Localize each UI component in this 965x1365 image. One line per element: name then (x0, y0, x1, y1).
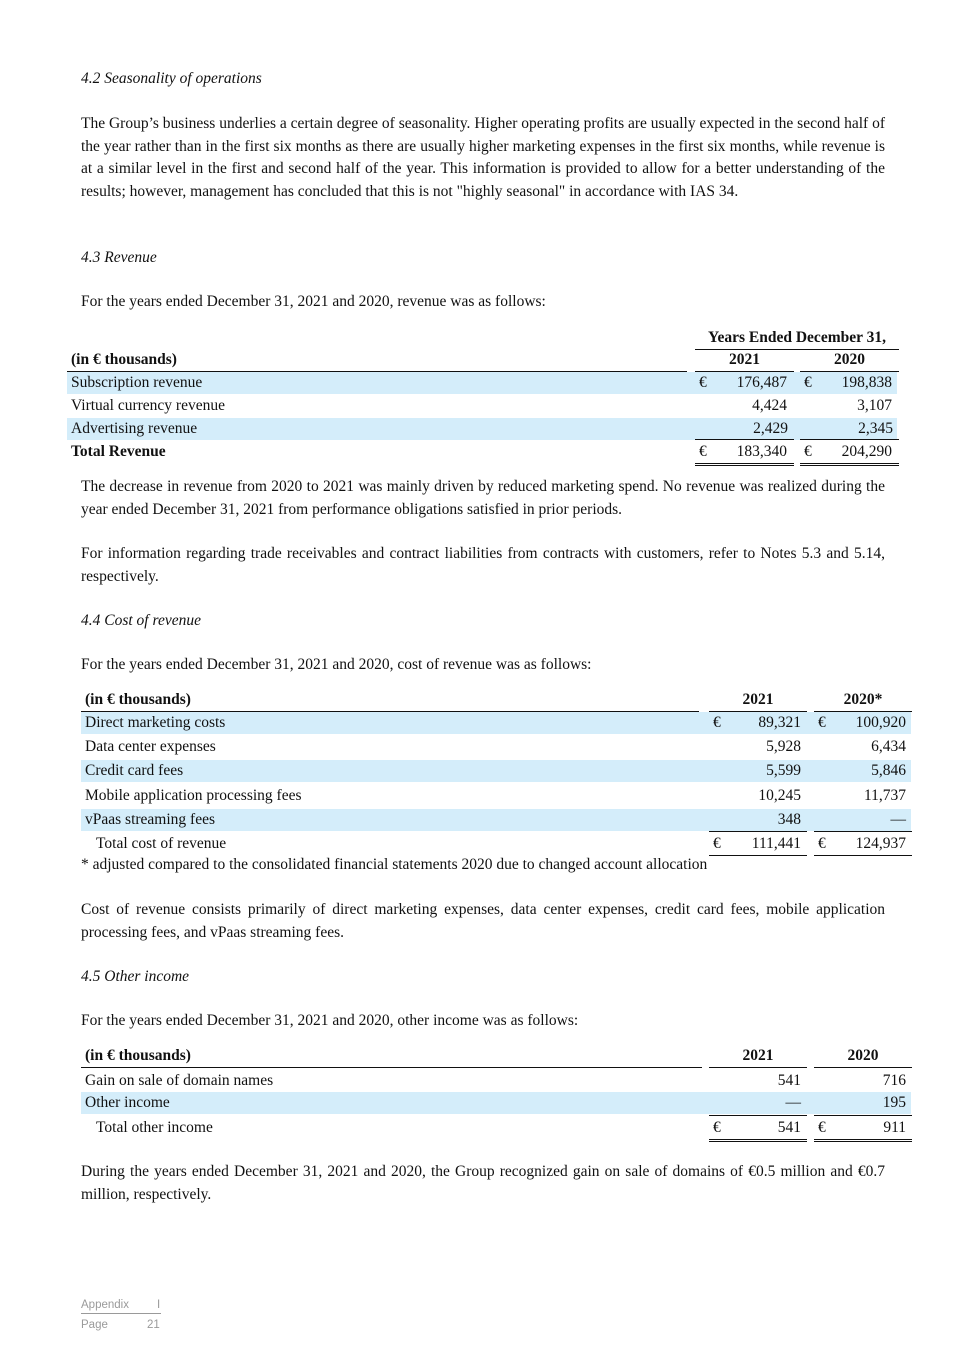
row-label: Subscription revenue (71, 374, 203, 391)
row-label: Total cost of revenue (96, 835, 227, 852)
row-label: Other income (85, 1094, 170, 1111)
value-2020: 6,434 (871, 738, 906, 755)
value-2020: 198,838 (841, 374, 892, 391)
table-row (81, 712, 911, 734)
table-row (81, 760, 911, 782)
footer-appendix-value: I (157, 1299, 161, 1311)
value-2020: 911 (883, 1119, 906, 1136)
row-label: Credit card fees (85, 762, 184, 779)
currency-symbol: € (804, 374, 812, 391)
currency-symbol: € (699, 443, 707, 460)
table-row (81, 1092, 911, 1114)
table-total-row (81, 1117, 701, 1139)
revenue-note-paragraph: The decrease in revenue from 2020 to 2021 was mainly driven by reduced marketing spend. No revenue was realized during the year ended December 31, 2021 from performance obligations satisfied in prior periods. (81, 478, 885, 518)
revenue-group-header: Years Ended December 31, (695, 327, 899, 350)
value-2021: 5,599 (766, 762, 801, 779)
currency-symbol: € (699, 374, 707, 391)
row-label: Advertising revenue (71, 420, 198, 437)
value-2021: 89,321 (758, 714, 801, 731)
currency-symbol: € (818, 1119, 826, 1136)
table-row (67, 372, 897, 394)
table-row (67, 418, 897, 440)
footer-page (81, 1319, 161, 1333)
value-2021: 5,928 (766, 738, 801, 755)
currency-symbol: € (818, 714, 826, 731)
value-2020: 5,846 (871, 762, 906, 779)
row-label: Total other income (96, 1119, 213, 1136)
value-2021: — (785, 1094, 801, 1111)
footer-appendix-label: Appendix (81, 1299, 129, 1311)
section-heading-revenue: 4.3 Revenue (81, 249, 157, 266)
total-2020-cell (814, 1117, 912, 1142)
row-label: Total Revenue (71, 443, 166, 460)
row-label: Data center expenses (85, 738, 216, 755)
total-2021-cell (709, 833, 807, 856)
value-2021: 4,424 (752, 397, 787, 414)
other-unit-header: (in € thousands) (85, 1047, 191, 1064)
row-label: Gain on sale of domain names (85, 1072, 274, 1089)
value-2021: 348 (777, 811, 801, 828)
value-2020: — (890, 811, 906, 828)
subtotal-rule (814, 831, 912, 832)
value-2020: 100,920 (855, 714, 906, 731)
other-income-intro: For the years ended December 31, 2021 and 2020, other income was as follows: (81, 1012, 579, 1029)
value-2020: 124,937 (855, 835, 906, 852)
total-2020-cell (800, 441, 899, 466)
currency-symbol: € (804, 443, 812, 460)
cost-col-2021: 2021 (709, 689, 807, 712)
value-2020: 716 (882, 1072, 906, 1089)
table-row (81, 785, 911, 807)
row-label: Mobile application processing fees (85, 787, 302, 804)
section-heading-seasonality: 4.2 Seasonality of operations (81, 70, 262, 87)
cost-of-revenue-intro: For the years ended December 31, 2021 and 2020, cost of revenue was as follows: (81, 656, 592, 673)
table-footnote: * adjusted compared to the consolidated financial statements 2020 due to changed account allocation (81, 856, 708, 873)
table-row (81, 809, 911, 831)
receivables-note-paragraph: For information regarding trade receivables and contract liabilities from contracts with customers, refer to Notes 5.3 and 5.14, respectively. (81, 545, 885, 585)
revenue-intro: For the years ended December 31, 2021 and 2020, revenue was as follows: (81, 293, 546, 310)
total-2021-cell (695, 441, 794, 466)
value-2020: 3,107 (857, 397, 892, 414)
currency-symbol: € (818, 835, 826, 852)
other-col-2021: 2021 (709, 1045, 807, 1068)
table-row (81, 736, 911, 758)
value-2021: 541 (777, 1072, 801, 1089)
currency-symbol: € (713, 714, 721, 731)
cost-col-2020: 2020* (814, 689, 912, 712)
table-total-row (81, 833, 701, 855)
value-2020: 2,345 (858, 420, 893, 437)
row-label: Direct marketing costs (85, 714, 226, 731)
revenue-unit-header: (in € thousands) (71, 351, 177, 368)
value-2020: 195 (882, 1094, 906, 1111)
table-row (81, 1070, 911, 1092)
subtotal-rule (709, 831, 807, 832)
value-2020: 11,737 (863, 787, 906, 804)
value-2021: 183,340 (736, 443, 787, 460)
currency-symbol: € (713, 1119, 721, 1136)
value-2021: 111,441 (751, 835, 801, 852)
section-heading-other-income: 4.5 Other income (81, 968, 190, 985)
revenue-col-2021: 2021 (695, 349, 794, 372)
subtotal-rule (814, 1115, 912, 1116)
total-2021-cell (709, 1117, 807, 1142)
value-2021: 2,429 (753, 420, 788, 437)
value-2020: 204,290 (841, 443, 892, 460)
subtotal-rule (695, 439, 794, 440)
table-row (67, 395, 897, 417)
subtotal-rule (709, 1115, 807, 1116)
value-2021: 10,245 (758, 787, 801, 804)
cost-of-revenue-note: Cost of revenue consists primarily of direct marketing expenses, data center expenses, credit card fees, mobile application processing fees, and vPaas streaming fees. (81, 901, 885, 941)
other-col-2020: 2020 (814, 1045, 912, 1068)
footer-page-number: 21 (147, 1319, 160, 1331)
footer-page-label: Page (81, 1319, 108, 1331)
footer-appendix (81, 1299, 161, 1314)
row-label: vPaas streaming fees (85, 811, 215, 828)
currency-symbol: € (713, 835, 721, 852)
section-heading-cost-of-revenue: 4.4 Cost of revenue (81, 612, 201, 629)
value-2021: 176,487 (736, 374, 787, 391)
cost-unit-header: (in € thousands) (85, 691, 191, 708)
subtotal-rule (800, 439, 899, 440)
seasonality-paragraph: The Group’s business underlies a certain degree of seasonality. Higher operating profits are usually expected in the second half of the year rather than in the first six months as there are usually higher marketing expenses in the first six months, while revenue is at a similar level in the first and second half of the year. This information is provided to allow for a better understanding of the results; however, management has concluded that this is not "highly seasonal" in accordance with IAS 34. (81, 115, 885, 200)
revenue-col-2020: 2020 (800, 349, 899, 372)
row-label: Virtual currency revenue (71, 397, 225, 414)
other-income-note: During the years ended December 31, 2021 and 2020, the Group recognized gain on sale of domains of €0.5 million and €0.7 million, respectively. (81, 1163, 885, 1203)
total-2020-cell (814, 833, 912, 856)
value-2021: 541 (777, 1119, 801, 1136)
